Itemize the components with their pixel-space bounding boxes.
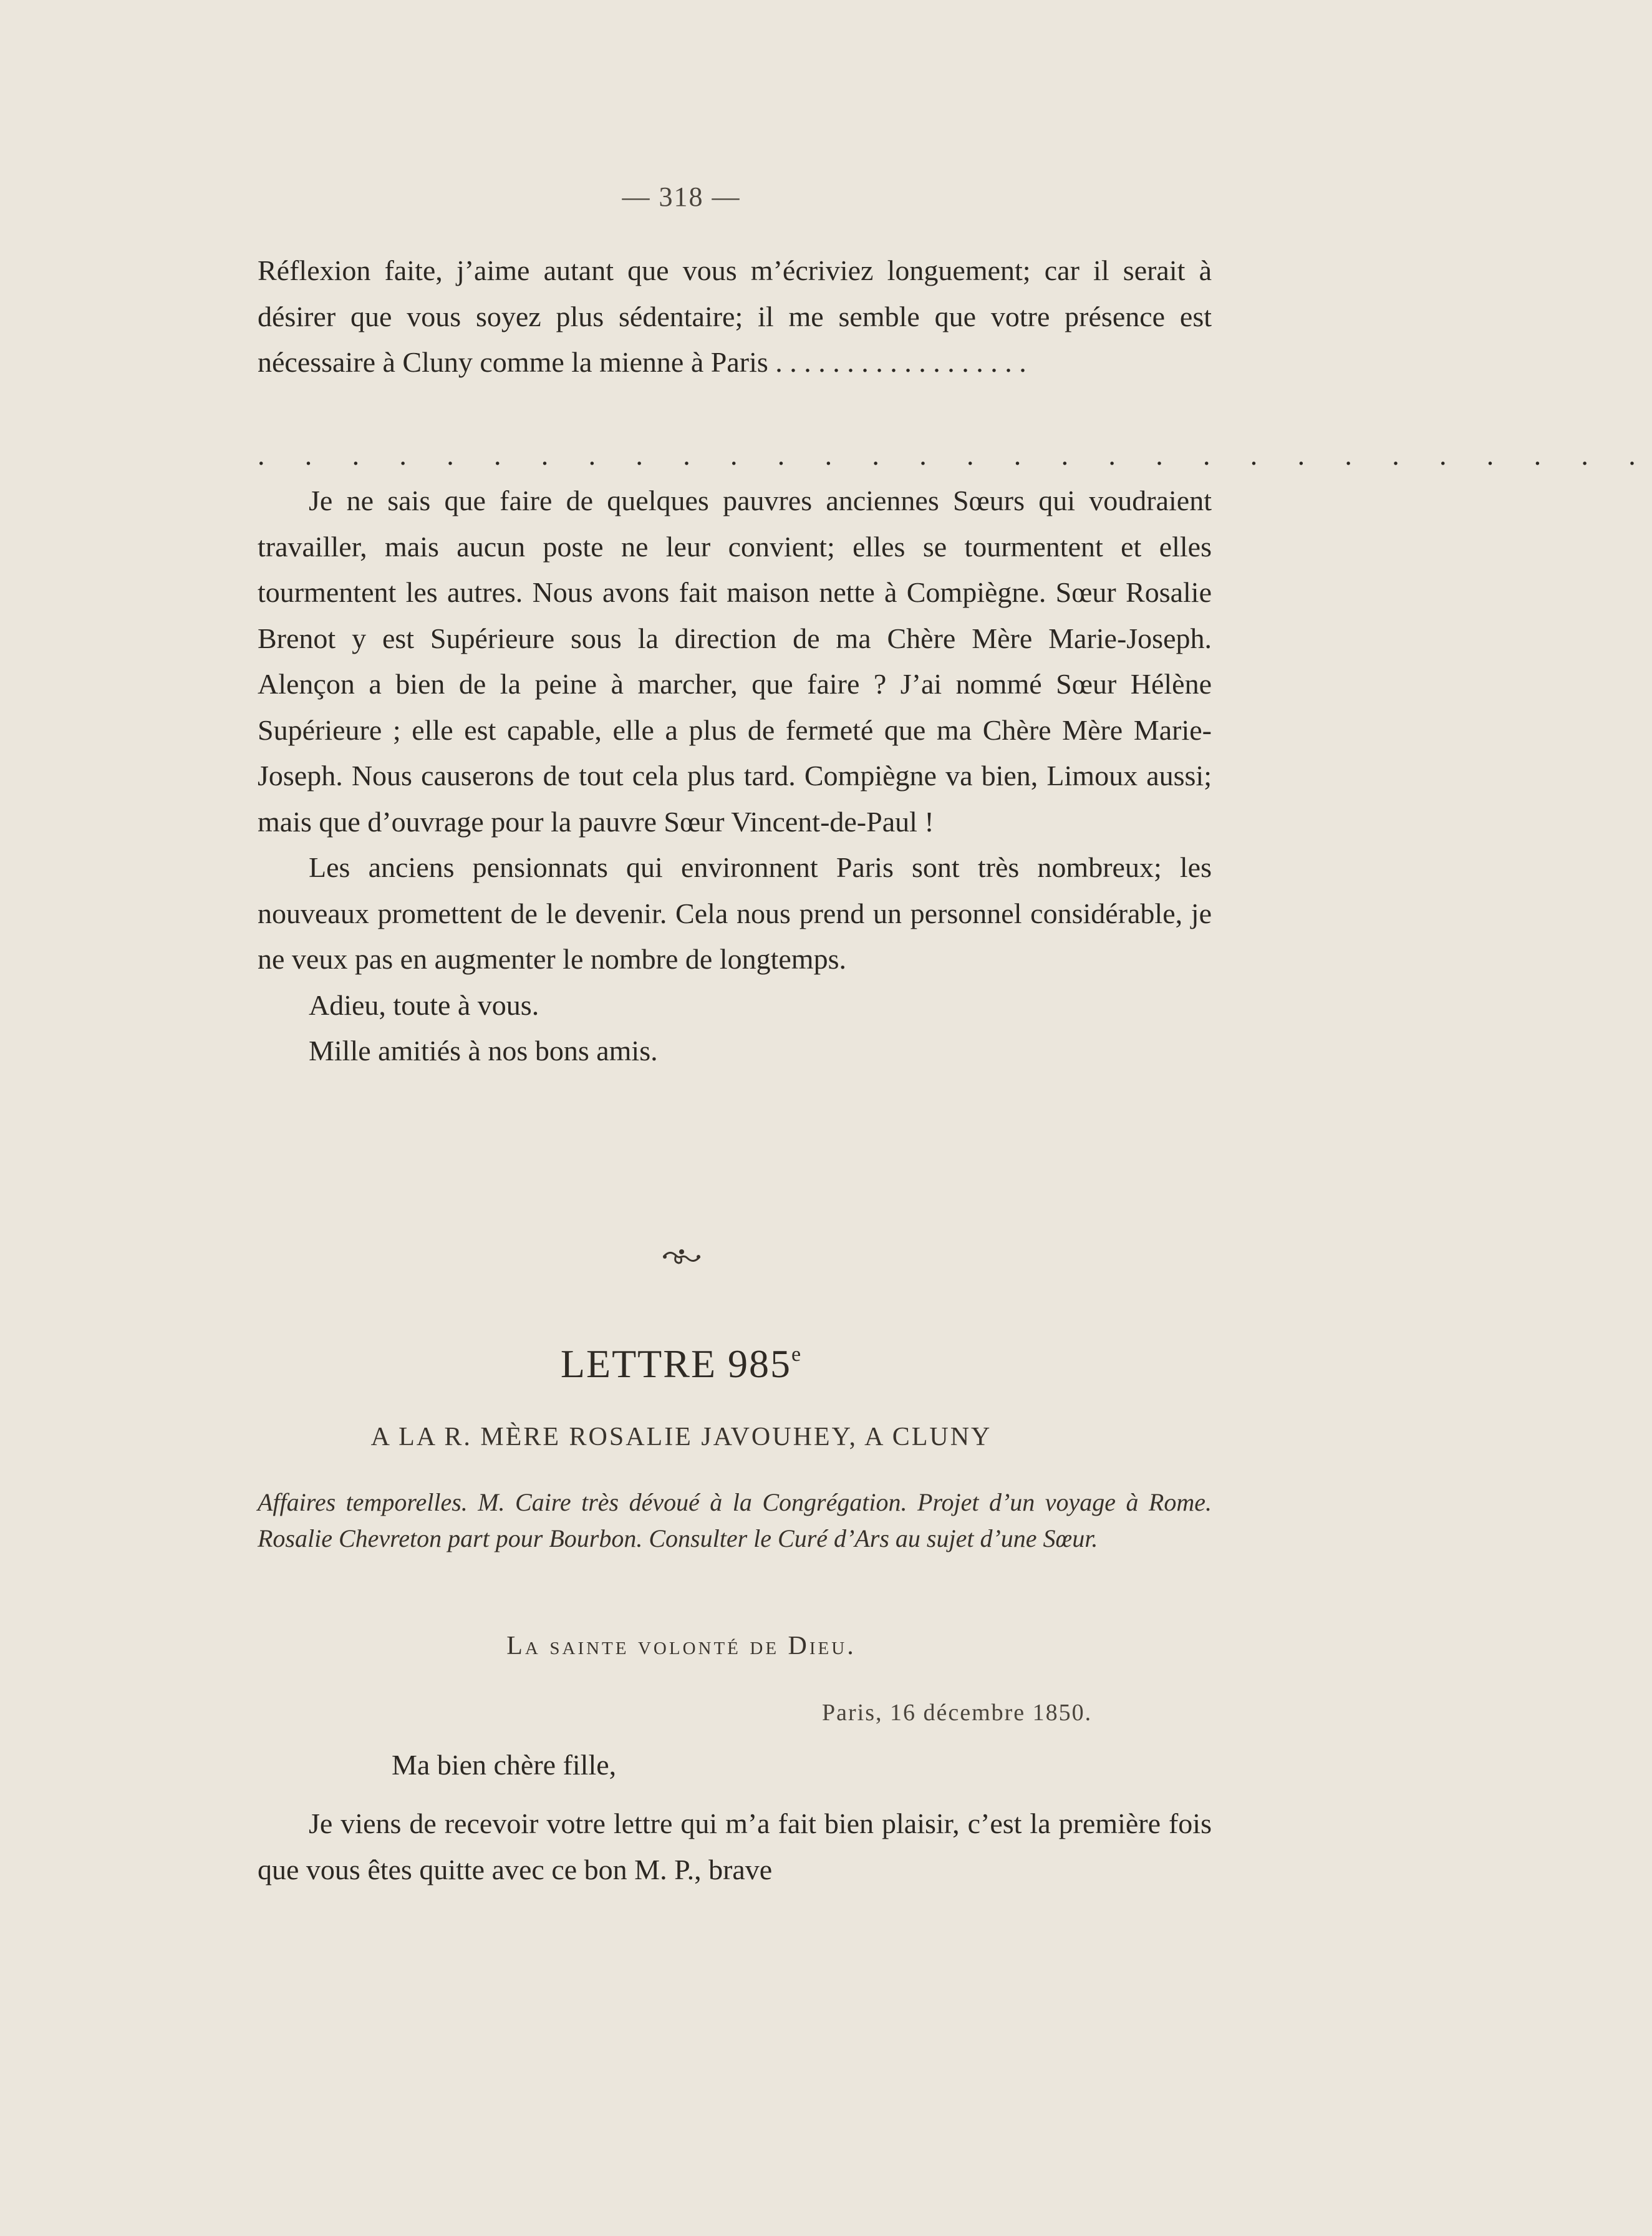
letter-title-text: LETTRE 985 (560, 1342, 792, 1386)
paragraph-recevoir: Je viens de recevoir votre lettre qui m’a fait bien plaisir, c’est la première fois que vous êtes quitte avec ce bon M. P., brave (258, 1808, 1212, 1885)
closing-amities: Mille amitiés à nos bons amis. (309, 1035, 658, 1067)
paragraph-text: Réflexion faite, j’aime autant que vous m’écriviez longuement; car il serait à désirer que vous soyez plus sédentaire; il me semble que votre présence est nécessaire à Cluny comme la mienne à Paris . . . . . . . . . . . . . . . . . . (258, 254, 1212, 378)
fleuron-ornament-icon (0, 1244, 1363, 1272)
fleuron-icon (660, 1244, 703, 1269)
paragraph-soeurs: Je ne sais que faire de quelques pauvres anciennes Sœurs qui voudraient travailler, mais aucun poste ne leur convient; elles se tourmentent et elles tourmentent les autres. Nous avons fait maison nette à Compiègne. Sœur Rosalie Brenot y est Supérieure sous la direction de ma Chère Mère Marie-Joseph. Alençon a bien de la peine à marcher, que faire ? J’ai nommé Sœur Hélène Supérieure ; elle est capable, elle a plus de fermeté que ma Chère Mère Marie-Joseph. Nous causerons de tout cela plus tard. Compiègne va bien, Limoux aussi; mais que d’ouvrage pour la pauvre Sœur Vincent-de-Paul ! (258, 485, 1212, 838)
motto: La sainte volonté de Dieu. (506, 1632, 856, 1660)
salutation: Ma bien chère fille, (392, 1749, 617, 1781)
paragraph-pensionnats: Les anciens pensionnats qui environnent Paris sont très nombreux; les nouveaux promettent de le devenir. Cela nous prend un personnel considérable, je ne veux pas en augmenter le nombre de longtemps. (258, 851, 1212, 975)
dateline: Paris, 16 décembre 1850. (822, 1700, 1093, 1726)
page-number: — 318 — (622, 181, 741, 212)
recipient-line: A LA R. MÈRE ROSALIE JAVOUHEY, A CLUNY (370, 1423, 992, 1451)
letter-body-top (258, 478, 1212, 1074)
letter-title-suffix: e (791, 1343, 803, 1366)
ellipsis-line: . . . . . . . . . . . . . . . . . . . . . . . . . . . . . . (258, 439, 1652, 471)
paragraph-reflexion (258, 248, 1212, 385)
letter-summary: Affaires temporelles. M. Caire très dévoué à la Congrégation. Projet d’un voyage à Rome. Rosalie Chevreton part pour Bourbon. Consulter le Curé d’Ars au sujet d’une Sœur. (258, 1488, 1212, 1552)
letter-title (0, 1341, 1363, 1387)
letter-body-bottom (258, 1801, 1212, 1892)
closing-adieu: Adieu, toute à vous. (309, 989, 539, 1021)
